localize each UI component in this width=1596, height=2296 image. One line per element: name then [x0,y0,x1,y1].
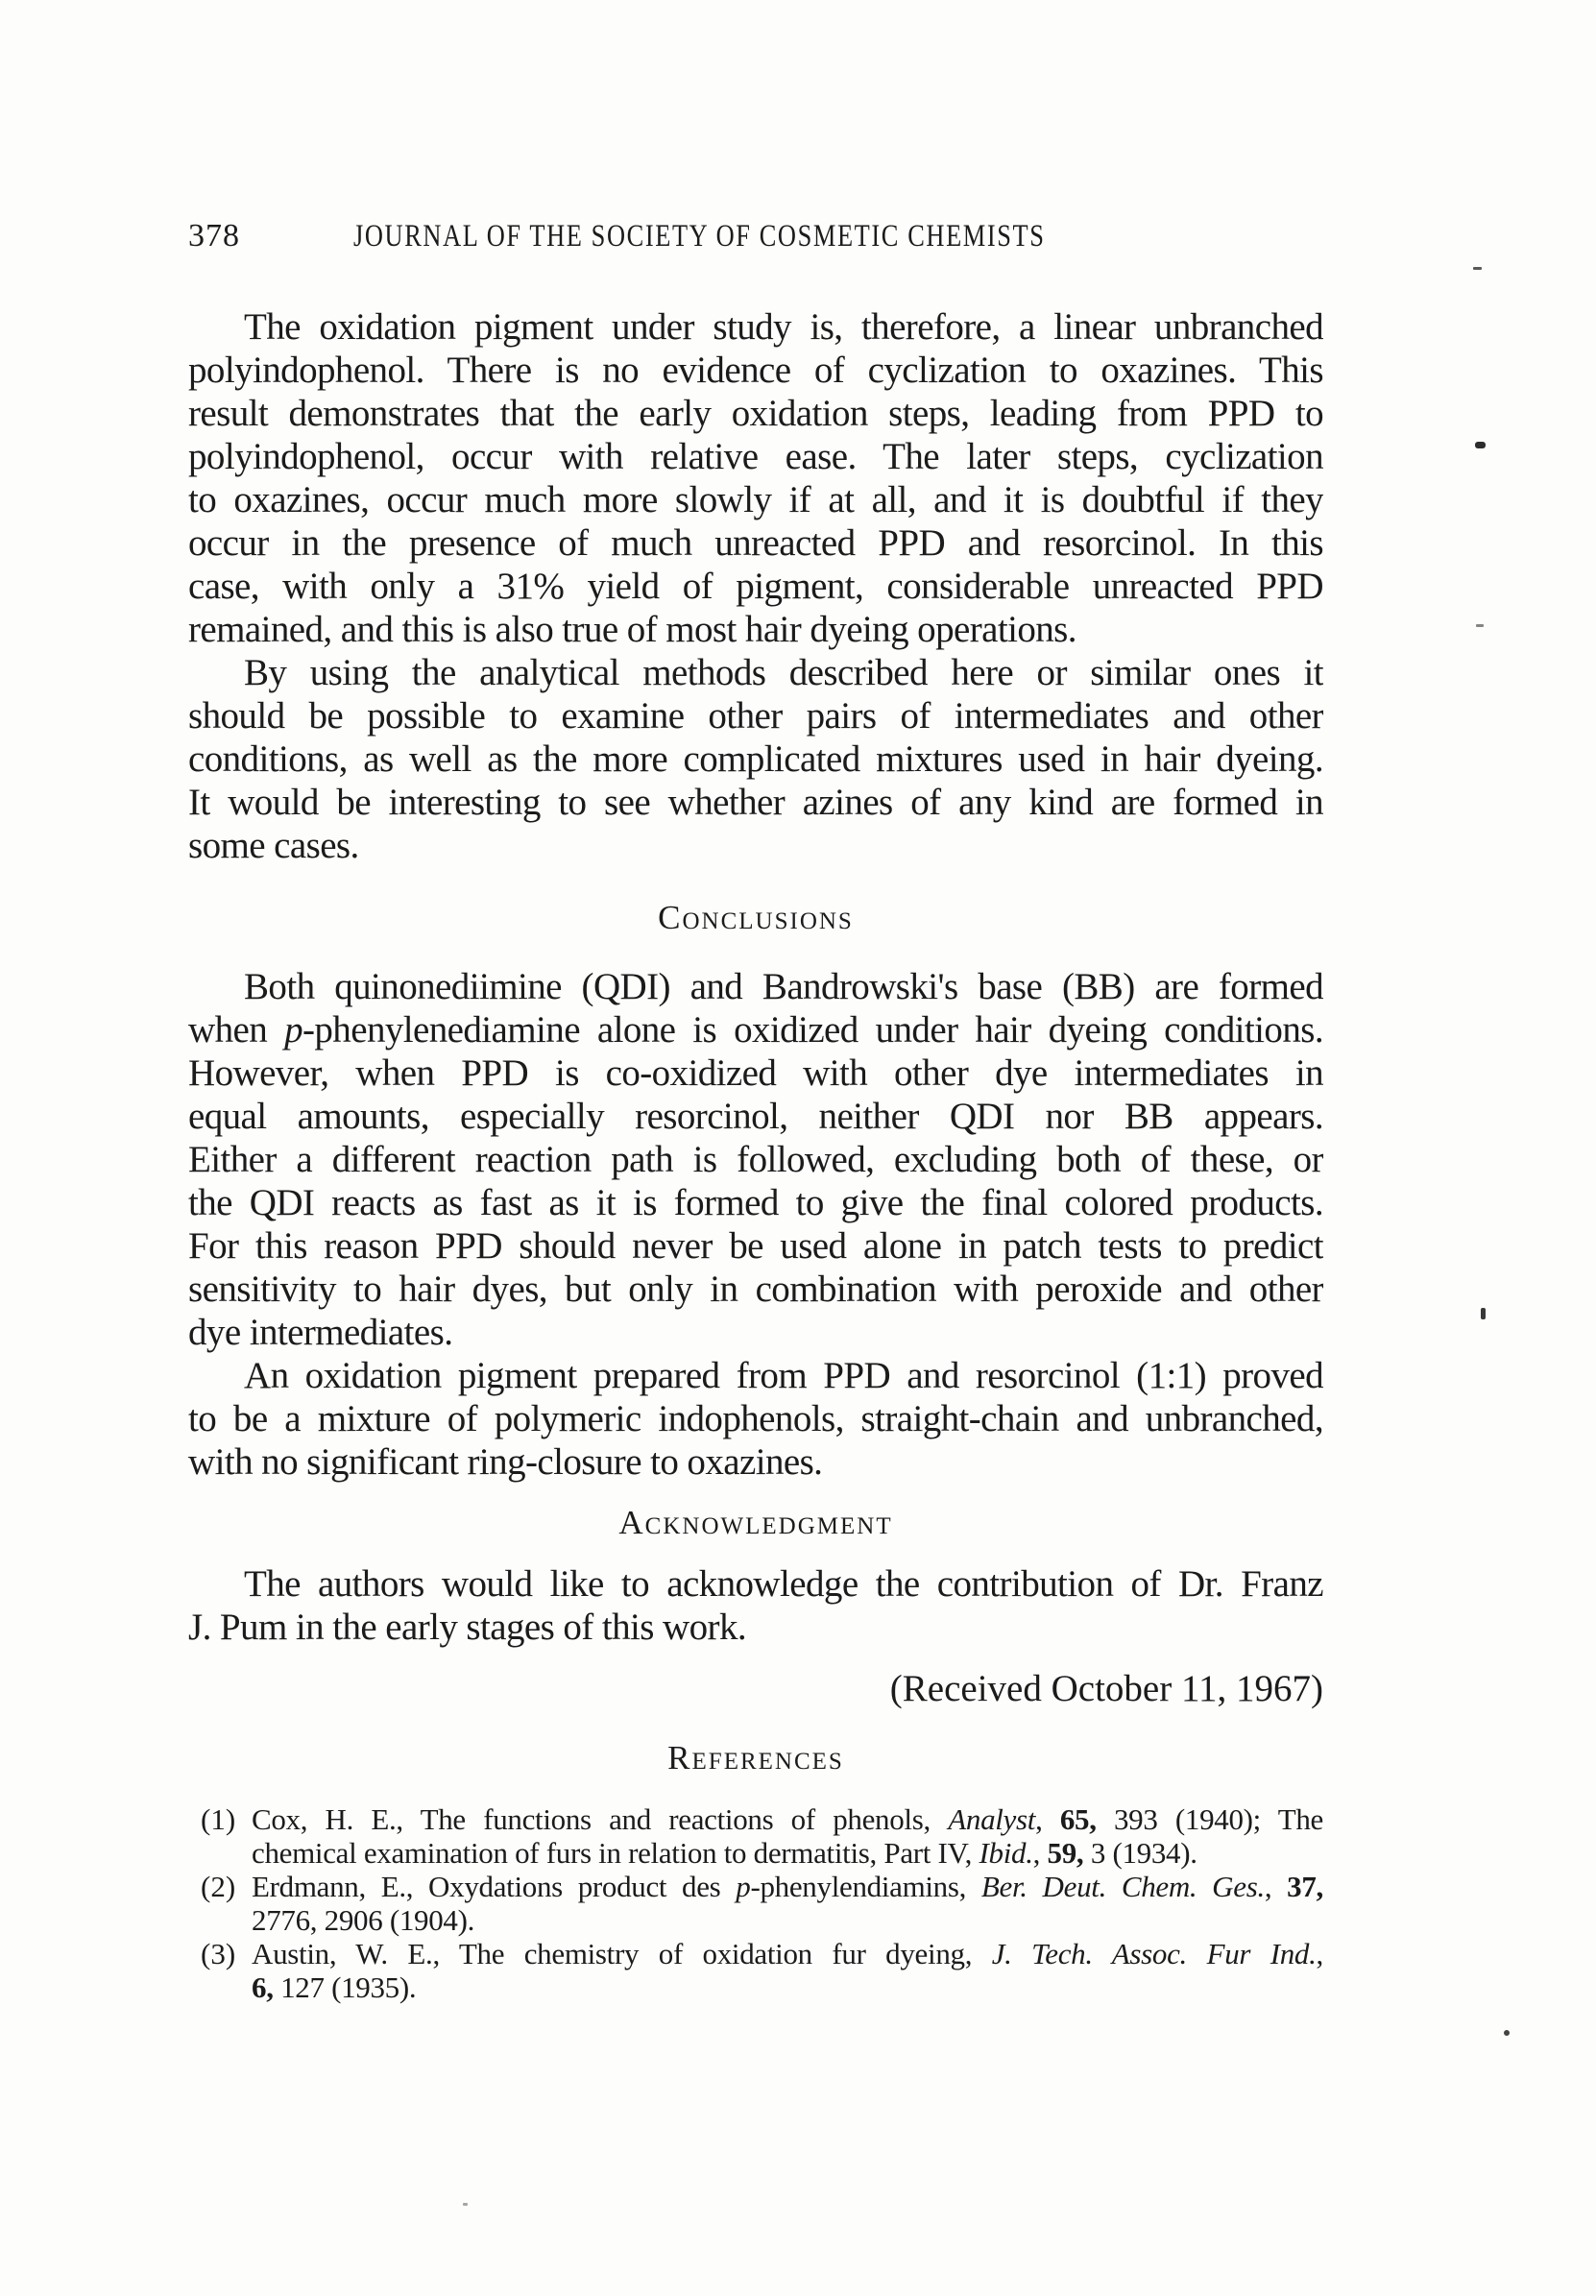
text-line: with no significant ring-closure to oxazines. [188,1441,823,1483]
paragraph [188,1354,1323,1484]
text-line: to be a mixture of polymeric indophenols, straight-chain and unbranched, [188,1398,1323,1439]
text-line: sensitivity to hair dyes, but only in combination with peroxide and other [188,1269,1323,1310]
reference-line: chemical examination of furs in relation to dermatitis, Part IV, Ibid., 59, 3 (1934). [252,1836,1197,1870]
text-line: when p-phenylenediamine alone is oxidized under hair dyeing conditions. [188,1009,1323,1051]
reference-number: (2) [201,1870,236,1903]
reference-line: 2776, 2906 (1904). [252,1903,475,1937]
text-line: However, when PPD is co-oxidized with other dye intermediates in [188,1052,1323,1094]
text-line: By using the analytical methods described here or similar ones it [244,652,1323,693]
reference-line: Erdmann, E., Oxydations product des p-phenylendiamins, Ber. Deut. Chem. Ges., 37, [252,1870,1323,1903]
running-head [0,217,1596,255]
reference-item [188,1937,1323,2004]
paragraph [188,651,1323,867]
acknowledgment-paragraphs [188,1562,1323,1649]
text-line: occur in the presence of much unreacted PPD and resorcinol. In this [188,522,1323,564]
reference-line: 6, 127 (1935). [252,1970,417,2004]
paragraph [188,965,1323,1354]
reference-item [188,1802,1323,1870]
reference-number: (1) [201,1802,236,1836]
received-date-note: (Received October 11, 1967) [889,1668,1323,1709]
text-line: J. Pum in the early stages of this work. [188,1607,747,1648]
text-line: equal amounts, especially resorcinol, neither QDI nor BB appears. [188,1096,1323,1137]
paragraph [188,1562,1323,1649]
paragraph [188,305,1323,651]
reference-item [188,1870,1323,1937]
text-line: the QDI reacts as fast as it is formed to give the final colored products. [188,1182,1323,1223]
scan-speck [1481,1308,1486,1319]
scan-speck [1476,624,1484,627]
section-heading-conclusions: Conclusions [658,899,854,936]
references-list [188,1802,1323,2004]
text-line: some cases. [188,825,359,866]
text-line: should be possible to examine other pairs of intermediates and other [188,695,1323,737]
text-line: dye intermediates. [188,1312,453,1353]
text-line: The oxidation pigment under study is, therefore, a linear unbranched [244,306,1323,348]
conclusions-paragraphs [188,965,1323,1484]
text-line: result demonstrates that the early oxidation steps, leading from PPD to [188,393,1323,434]
reference-number: (3) [201,1937,236,1970]
text-line: Both quinonediimine (QDI) and Bandrowski's base (BB) are formed [244,966,1323,1007]
text-line: to oxazines, occur much more slowly if at all, and it is doubtful if they [188,479,1323,520]
text-line: An oxidation pigment prepared from PPD and resorcinol (1:1) proved [244,1355,1323,1396]
discussion-paragraphs [188,305,1323,867]
text-line: polyindophenol, occur with relative ease. The later steps, cyclization [188,436,1323,477]
scan-speck [463,2203,468,2206]
text-line: polyindophenol. There is no evidence of cyclization to oxazines. This [188,350,1323,391]
text-line: It would be interesting to see whether azines of any kind are formed in [188,782,1323,823]
text-line: The authors would like to acknowledge the contribution of Dr. Franz [244,1563,1323,1605]
scan-speck [1473,267,1482,270]
scan-speck [1475,442,1486,448]
section-heading-references: References [667,1739,844,1776]
journal-header-title: JOURNAL OF THE SOCIETY OF COSMETIC CHEMISTS [353,219,1046,254]
scan-speck [1504,2030,1510,2036]
text-line: remained, and this is also true of most hair dyeing operations. [188,609,1076,650]
text-line: case, with only a 31% yield of pigment, considerable unreacted PPD [188,566,1323,607]
section-heading-acknowledgment: Acknowledgment [618,1504,893,1541]
page-number: 378 [188,218,240,254]
text-line: Either a different reaction path is followed, excluding both of these, or [188,1139,1323,1180]
text-line: For this reason PPD should never be used alone in patch tests to predict [188,1225,1323,1267]
text-line: conditions, as well as the more complicated mixtures used in hair dyeing. [188,738,1323,780]
reference-line: Austin, W. E., The chemistry of oxidation fur dyeing, J. Tech. Assoc. Fur Ind., [252,1937,1323,1970]
reference-line: Cox, H. E., The functions and reactions of phenols, Analyst, 65, 393 (1940); The [252,1802,1323,1836]
